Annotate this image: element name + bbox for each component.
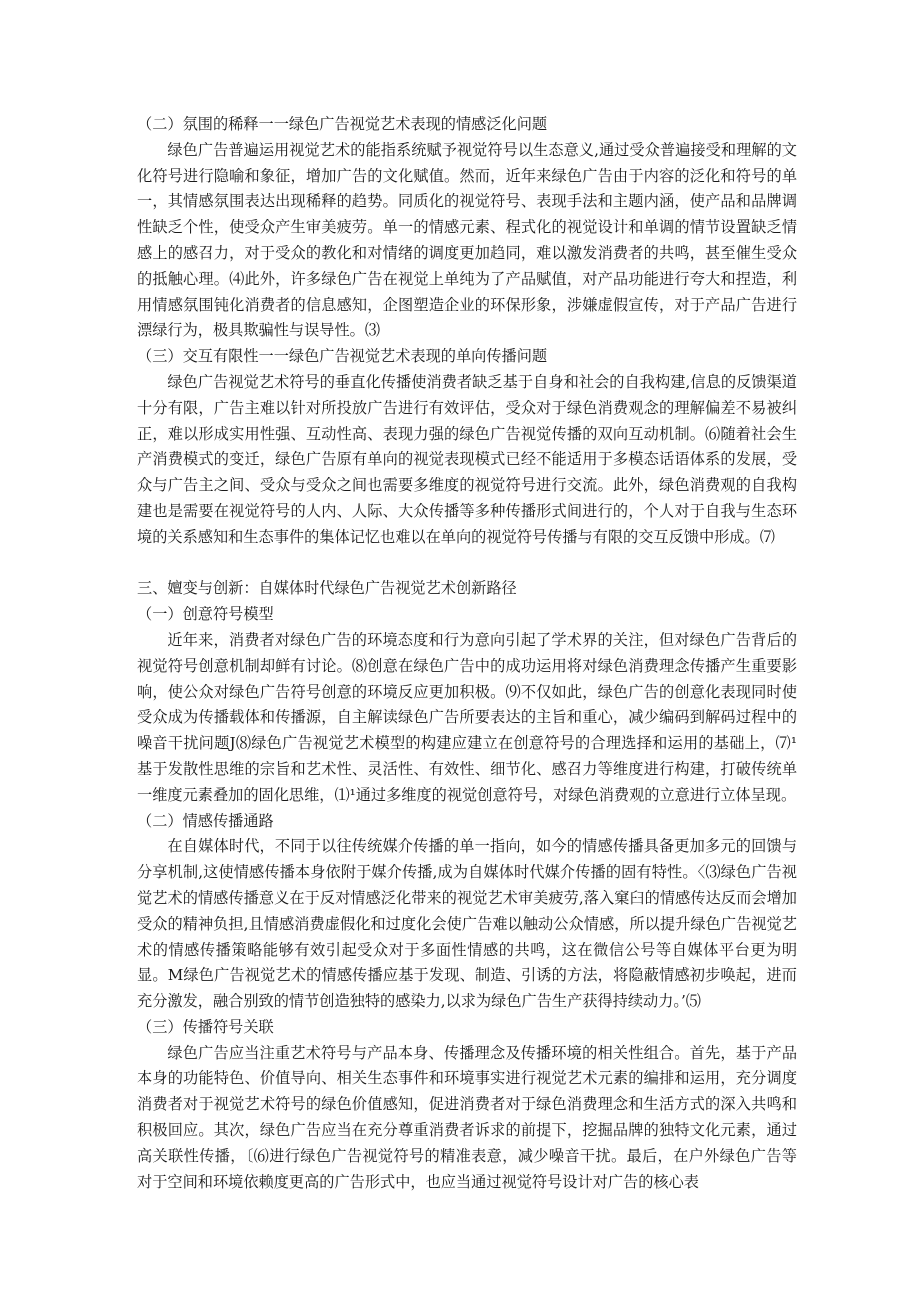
- section-3-sub-3-paragraph: 绿色广告应当注重艺术符号与产品本身、传播理念及传播环境的相关性组合。首先，基于产品本身的功能特色、价值导向、相关生态事件和环境事实进行视觉艺术元素的编排和运用，充分调度消费者对于视觉艺术符号的绿色价值感知，促进消费者对于绿色消费理念和生活方式的深入共鸣和积极回应。其次，绿色广告应当在充分尊重消费者诉求的前提下，挖掘品牌的独特文化元素，通过高关联性传播，〔⑹进行绿色广告视觉符号的精准表意，减少噪音干扰。最后，在户外绿色广告等对于空间和环境依赖度更高的广告形式中，也应当通过视觉符号设计对广告的核心表: [137, 1043, 797, 1191]
- section-2-sub-2-heading: （二）氛围的稀释一一绿色广告视觉艺术表现的情感泛化问题: [137, 115, 548, 133]
- section-3-sub-2-paragraph: 在自媒体时代，不同于以往传统媒介传播的单一指向，如今的情感传播具备更加多元的回馈与分享机制,这使情感传播本身依附于媒介传播,成为自媒体时代媒介传播的固有特性。〈⑶绿色广告视觉艺术的情感传播意义在于反对情感泛化带来的视觉艺术审美疲劳,落入窠臼的情感传达反而会增加受众的精神负担,且情感消费虚假化和过度化会使广告难以触动公众情感，所以提升绿色广告视觉艺术的情感传播策略能够有效引起受众对于多面性情感的共鸣，这在微信公号等自媒体平台更为明显。M绿色广告视觉艺术的情感传播应基于发现、制造、引诱的方法，将隐蔽情感初步唤起，进而充分激发，融合别致的情节创造独特的感染力,以求为绿色广告生产获得持续动力。’⑸: [137, 837, 797, 1011]
- section-3-sub-3-heading: （三）传播符号关联: [137, 1017, 274, 1036]
- section-2-sub-3-heading: （三）交互有限性一一绿色广告视觉艺术表现的单向传播问题: [137, 347, 548, 366]
- section-spacer: [137, 551, 797, 577]
- section-2-sub-2-paragraph: 绿色广告普遍运用视觉艺术的能指系统赋予视觉符号以生态意义,通过受众普遍接受和理解的文化符号进行隐喻和象征，增加广告的文化赋值。然而，近年来绿色广告由于内容的泛化和符号的单一，其情感氛围表达出现稀释的趋势。同质化的视觉符号、表现手法和主题内涵，使产品和品牌调性缺乏个性，使受众产生审美疲劳。单一的情感元素、程式化的视觉设计和单调的情节设置缺乏情感上的感召力，对于受众的教化和对情绪的调度更加趋同，难以激发消费者的共鸣，甚至催生受众的抵触心理。⑷此外，许多绿色广告在视觉上单纯为了产品赋值，对产品功能进行夸大和捏造，利用情感氛围钝化消费者的信息感知，企图塑造企业的环保形象，涉嫌虚假宣传，对于产品广告进行漂绿行为，极具欺骗性与误导性。⑶: [137, 140, 797, 340]
- section-3-sub-1-heading: （一）创意符号模型: [137, 605, 274, 624]
- document-page: [137, 112, 797, 1195]
- section-3-sub-2-heading: （二）情感传播通路: [137, 811, 274, 830]
- section-2-sub-3-paragraph: 绿色广告视觉艺术符号的垂直化传播使消费者缺乏基于自身和社会的自我构建,信息的反馈渠道十分有限，广告主难以针对所投放广告进行有效评估，受众对于绿色消费观念的理解偏差不易被纠正，难以形成实用性强、互动性高、表现力强的绿色广告视觉传播的双向互动机制。⑹随着社会生产消费模式的变迁，绿色广告原有单向的视觉表现模式已经不能适用于多模态话语体系的发展，受众与广告主之间、受众与受众之间也需要多维度的视觉符号进行交流。此外，绿色消费观的自我构建也是需要在视觉符号的人内、人际、大众传播等多种传播形式间进行的，个人对于自我与生态环境的关系感知和生态事件的集体记忆也难以在单向的视觉符号传播与有限的交互反馈中形成。⑺: [137, 372, 797, 546]
- section-3-sub-1-paragraph: 近年来，消费者对绿色广告的环境态度和行为意向引起了学术界的关注，但对绿色广告背后的视觉符号创意机制却鲜有讨论。⑻创意在绿色广告中的成功运用将对绿色消费理念传播产生重要影响，使公众对绿色广告符号创意的环境反应更加积极。⑼不仅如此，绿色广告的创意化表现同时使受众成为传播载体和传播源，自主解读绿色广告所要表达的主旨和重心，减少编码到解码过程中的噪音干扰问题J⑻绿色广告视觉艺术模型的构建应建立在创意符号的合理选择和运用的基础上，⑺¹基于发散性思维的宗旨和艺术性、灵活性、有效性、细节化、感召力等维度进行构建，打破传统单一维度元素叠加的固化思维，⑴¹通过多维度的视觉创意符号，对绿色消费观的立意进行立体呈现。: [137, 630, 797, 804]
- section-3-heading: 三、嬗变与创新：自媒体时代绿色广告视觉艺术创新路径: [137, 579, 517, 598]
